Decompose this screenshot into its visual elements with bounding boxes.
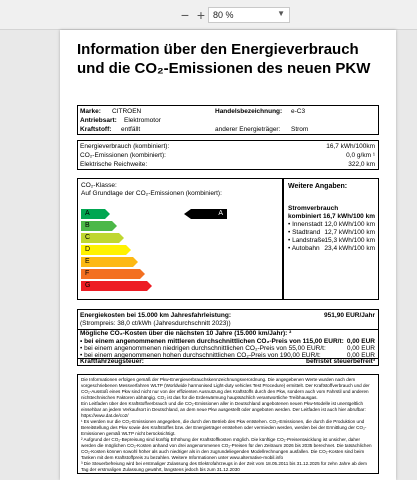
handel-value: e-C3 xyxy=(291,108,306,115)
footnotes-box xyxy=(77,374,379,474)
hoch-label: • bei einem angenommenen hohen durchschnittlichen CO₂-Preis von 190,00 EUR/t: xyxy=(80,352,321,359)
anderer-label: anderer Energieträger: xyxy=(215,126,281,133)
antrieb-label: Antriebsart: xyxy=(80,117,117,124)
kraftstoff-value: entfällt xyxy=(121,126,141,133)
energiekosten-value: 951,90 EUR/Jahr xyxy=(324,312,375,319)
footnote-text: ³ Die Steuerbefreiung wird bei erstmaliger Zulassung des Elektrofahrzeugs in der Zeit vom 18.05.2011 bis 31.12.2025 für zehn Jahre ab dem Tag der erstmaligen Zulassung gewährt, längstens jedoch bis zum 31.12.2030 xyxy=(81,461,367,472)
bar-arrow-icon xyxy=(147,281,152,291)
page-title: Information über den Energieverbrauch und die CO₂-Emissionen des neuen PKW xyxy=(77,41,371,77)
co2-class-subtitle: Auf Grundlage der CO₂-Emissionen (kombiniert): xyxy=(81,190,222,197)
stromverbrauch-row-value: 12,0 kWh/100 km xyxy=(324,221,375,228)
vehicle-info-box xyxy=(77,105,379,135)
chevron-down-icon: ▼ xyxy=(277,9,285,18)
stromverbrauch-title: Stromverbrauch xyxy=(288,205,339,212)
co2-value: 0,0 g/km ¹ xyxy=(346,152,375,159)
co2-class-bar-g xyxy=(81,281,147,291)
hoch-value: 0,00 EUR xyxy=(346,352,375,359)
weitere-title: Weitere Angaben: xyxy=(288,183,348,190)
reichweite-label: Elektrische Reichweite: xyxy=(80,161,148,168)
co2-class-bar-label: D xyxy=(85,246,91,253)
mittel-label: • bei einem angenommenen mittleren durchschnittlichen CO₂-Preis von 115,00 EUR/t: xyxy=(80,338,344,345)
reichweite-value: 322,0 km xyxy=(348,161,375,168)
energie-label: Energieverbrauch (kombiniert): xyxy=(80,143,170,150)
stromverbrauch-row-value: 15,3 kWh/100 km xyxy=(324,237,375,244)
co2-class-bar-e xyxy=(81,257,133,267)
co2-class-bar-label: G xyxy=(85,282,91,289)
stromverbrauch-row-label: • Landstraße xyxy=(288,237,325,244)
co2-class-bar-label: B xyxy=(85,222,90,229)
co2-class-box xyxy=(77,178,283,300)
steuer-value: befristet steuerbefreit³ xyxy=(306,358,375,365)
marke-value: CITROEN xyxy=(112,108,142,115)
mittel-value: 0,00 EUR xyxy=(346,338,375,345)
niedrig-label: • bei einem angenommenen niedrigen durchschnittlichen CO₂-Preis von 55,00 EUR/t: xyxy=(80,345,326,352)
co2-class-bar-f xyxy=(81,269,140,279)
marke-label: Marke: xyxy=(80,108,101,115)
co2-class-title: CO₂-Klasse: xyxy=(81,182,117,189)
pdf-toolbar xyxy=(0,0,417,30)
footnote-text: ¹ Es werden nur die CO₂-Emissionen angegeben, die durch den Betrieb des Pkw entstehen. CO₂-Emissionen, die durch die Produktion und Bereitstellung des Pkw sowie des Kraftstoffes bzw. der Energieträger entstehen oder vermieden werden, werden bei der Ermittlung der CO₂-Emissionen gemäß WLTP nicht berücksichtigt. xyxy=(81,419,367,436)
selected-class-label: A xyxy=(218,210,223,217)
zoom-value: 80 % xyxy=(213,10,234,20)
handel-label: Handelsbezeichnung: xyxy=(215,108,283,115)
stromverbrauch-row-value: 23,4 kWh/100 km xyxy=(324,245,375,252)
stromverbrauch-row-label: kombiniert xyxy=(288,213,322,220)
kraftstoff-label: Kraftstoff: xyxy=(80,126,112,133)
steuer-label: Kraftfahrzeugsteuer: xyxy=(80,358,144,365)
footnote-text: ² Aufgrund der CO₂-Bepreisung sind künftig Erhöhung der Kraftstoffkosten möglich. Die künftige CO₂-Preisentwicklung ist unsicher, daher werden die möglichen CO₂-Kosten anhand von drei angenommenen CO₂-Preisen für den Zeitraum 2026 bis 2035 berechnet. Die tatsächlichen CO₂-Kosten können sowohl höher als auch niedriger als in den zugrundeliegenden Modellrechnungen ausfallen. Die CO₂-Kosten sind beim Tanken mit dem Kraftstoffpreis zu bezahlen. Weitere Informationen unter www.alternative-mobil.info xyxy=(81,437,372,460)
zoom-out-button[interactable]: − xyxy=(180,7,190,23)
co2-class-bar-d xyxy=(81,245,126,255)
energiekosten-label: Energiekosten bei 15.000 km Jahresfahrleistung: xyxy=(80,312,232,319)
stromverbrauch-row-label: • Autobahn xyxy=(288,245,320,252)
energie-value: 16,7 kWh/100km xyxy=(326,143,375,150)
bar-arrow-icon xyxy=(133,257,138,267)
co2-class-bar-label: A xyxy=(85,210,90,217)
costs-box xyxy=(77,309,379,366)
selected-class-marker xyxy=(191,209,227,219)
antrieb-value: Elektromotor xyxy=(124,117,161,124)
co2-label: CO₂-Emissionen (kombiniert): xyxy=(80,152,166,159)
footnote-text: Die Informationen erfolgen gemäß der Pkw-Energieverbrauchskennzeichnungsverordnung. Die angegebenen Werte wurden nach dem vorgeschriebenen Messverfahren WLTP (Worldwide harmonised Light-duty vehicles Test Procedure) ermittelt. Der Kraftstoffverbrauch und der CO₂-Ausstoß eines Pkw sind nicht nur von der effizienten Ausnutzung des Kraftstoffs durch den Pkw, sondern auch vom Fahrstil und anderen nichttechnischen Faktoren abhängig. CO₂ ist das für die Erderwärmung hauptsächlich verantwortliche Treibhausgas. xyxy=(81,377,370,400)
zoom-in-button[interactable]: + xyxy=(196,7,206,23)
co2-class-bar-label: C xyxy=(85,234,91,241)
stromverbrauch-row-label: • Innenstadt xyxy=(288,221,323,228)
document-page xyxy=(60,30,396,480)
co2-class-bar-a xyxy=(81,209,105,219)
co2-class-bar-label: E xyxy=(85,258,90,265)
anderer-value: Strom xyxy=(291,126,309,133)
zoom-select[interactable] xyxy=(208,7,290,23)
stromverbrauch-row-label: • Stadtrand xyxy=(288,229,321,236)
co2-class-bar-label: F xyxy=(85,270,90,277)
weitere-angaben-box xyxy=(283,178,379,300)
stromverbrauch-row-value: 16,7 kWh/100 km xyxy=(322,213,375,220)
stromverbrauch-row-value: 12,7 kWh/100 km xyxy=(324,229,375,236)
bar-arrow-icon xyxy=(126,245,131,255)
consumption-box xyxy=(77,140,379,170)
niedrig-value: 0,00 EUR xyxy=(346,345,375,352)
bar-arrow-icon xyxy=(119,233,124,243)
co2-class-bar-c xyxy=(81,233,119,243)
co2-class-bar-b xyxy=(81,221,112,231)
marker-arrow-icon xyxy=(184,209,191,219)
bar-arrow-icon xyxy=(112,221,117,231)
strompreis-text: (Strompreis: 38,0 ct/kWh (Jahresdurchschnitt 2023)) xyxy=(80,320,231,327)
co2kosten-label: Mögliche CO₂-Kosten über die nächsten 10 Jahre (15.000 km/Jahr): ² xyxy=(80,330,292,337)
bar-arrow-icon xyxy=(140,269,145,279)
footnote-text: Ein Leitfaden über den Kraftstoffverbrauch und die CO₂-Emissionen aller in Deutschland angebotenen neuen Pkw-Modelle ist unentgeltlich einsehbar an jedem Verkaufsort in Deutschland, an dem neue Pkw ausgestellt oder angeboten werden. Der Leitfaden ist auch hier abrufbar: https://www.dat.de/co2/ xyxy=(81,401,366,418)
bar-arrow-icon xyxy=(105,209,110,219)
